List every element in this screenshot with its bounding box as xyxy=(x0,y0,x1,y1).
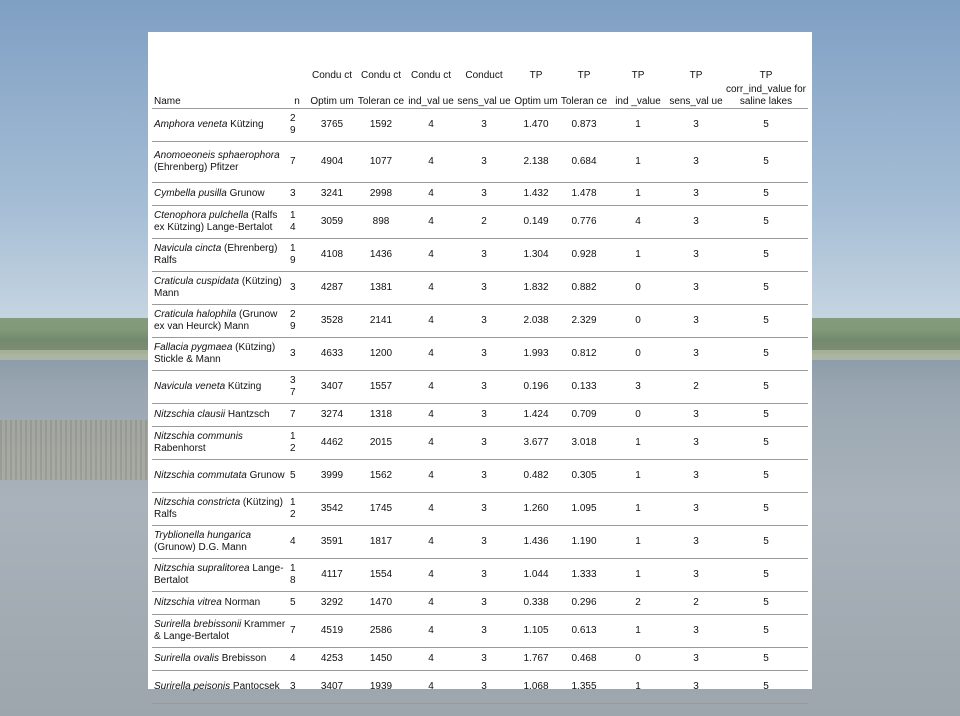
header-row-top xyxy=(152,54,808,82)
value-cell: 1554 xyxy=(356,559,406,592)
table-row xyxy=(152,648,808,671)
value-cell: 1.478 xyxy=(560,183,608,206)
value-cell: 4462 xyxy=(308,427,356,460)
value-cell: 4904 xyxy=(308,142,356,183)
value-cell: 4 xyxy=(406,109,456,142)
species-authority: Rabenhorst xyxy=(154,443,206,454)
taxon-name-cell xyxy=(152,460,286,493)
value-cell: 2586 xyxy=(356,615,406,648)
value-cell: 3 xyxy=(668,338,724,371)
species-name: Nitzschia communis xyxy=(154,431,243,442)
value-cell: 3 xyxy=(456,592,512,615)
count-cell: 5 xyxy=(286,592,308,615)
value-cell: 1.470 xyxy=(512,109,560,142)
value-cell: 3 xyxy=(456,648,512,671)
header-bottom-cell-5: sens_val ue xyxy=(456,82,512,109)
species-authority: Norman xyxy=(221,597,261,608)
species-name: Nitzschia clausii xyxy=(154,409,226,420)
species-name: Nitzschia supralitorea xyxy=(154,563,250,574)
value-cell: 3542 xyxy=(308,493,356,526)
value-cell: 1 xyxy=(608,109,668,142)
taxon-name-cell xyxy=(152,559,286,592)
count-cell: 3 xyxy=(286,338,308,371)
value-cell: 3 xyxy=(456,671,512,704)
species-authority: Hantzsch xyxy=(225,409,270,420)
value-cell: 4 xyxy=(406,559,456,592)
species-name: Surirella ovalis xyxy=(154,653,220,664)
species-authority: Grunow xyxy=(226,188,265,199)
value-cell: 0.482 xyxy=(512,460,560,493)
value-cell: 1.767 xyxy=(512,648,560,671)
header-bottom-cell-7: Toleran ce xyxy=(560,82,608,109)
value-cell: 0.684 xyxy=(560,142,608,183)
value-cell: 1077 xyxy=(356,142,406,183)
value-cell: 5 xyxy=(724,648,808,671)
value-cell: 3 xyxy=(668,109,724,142)
value-cell: 3 xyxy=(456,272,512,305)
header-bottom-cell-9: sens_val ue xyxy=(668,82,724,109)
header-bottom-cell-1: n xyxy=(286,82,308,109)
species-authority: (Kützing) Ralfs xyxy=(154,497,283,520)
value-cell: 3 xyxy=(668,648,724,671)
species-name: Tryblionella hungarica xyxy=(154,530,252,541)
value-cell: 4 xyxy=(406,615,456,648)
value-cell: 1.105 xyxy=(512,615,560,648)
value-cell: 5 xyxy=(724,671,808,704)
value-cell: 4117 xyxy=(308,559,356,592)
value-cell: 0.468 xyxy=(560,648,608,671)
value-cell: 0.709 xyxy=(560,404,608,427)
value-cell: 3 xyxy=(456,338,512,371)
value-cell: 3 xyxy=(456,615,512,648)
value-cell: 2.329 xyxy=(560,305,608,338)
value-cell: 3.018 xyxy=(560,427,608,460)
value-cell: 3999 xyxy=(308,460,356,493)
value-cell: 1562 xyxy=(356,460,406,493)
table-row xyxy=(152,526,808,559)
value-cell: 1200 xyxy=(356,338,406,371)
species-name: Fallacia pygmaea xyxy=(154,342,233,353)
value-cell: 3 xyxy=(456,460,512,493)
value-cell: 2.038 xyxy=(512,305,560,338)
value-cell: 0.296 xyxy=(560,592,608,615)
count-cell: 2 9 xyxy=(286,109,308,142)
value-cell: 3 xyxy=(456,493,512,526)
count-cell: 3 xyxy=(286,183,308,206)
value-cell: 1939 xyxy=(356,671,406,704)
value-cell: 3 xyxy=(668,183,724,206)
species-name: Craticula halophila xyxy=(154,309,237,320)
header-bottom-cell-0: Name xyxy=(152,82,286,109)
count-cell: 7 xyxy=(286,615,308,648)
value-cell: 3 xyxy=(668,404,724,427)
value-cell: 3 xyxy=(456,239,512,272)
count-cell: 5 xyxy=(286,460,308,493)
species-authority: (Grunow) D.G. Mann xyxy=(154,542,247,553)
value-cell: 5 xyxy=(724,460,808,493)
value-cell: 3 xyxy=(456,109,512,142)
value-cell: 0.776 xyxy=(560,206,608,239)
value-cell: 4 xyxy=(406,648,456,671)
value-cell: 5 xyxy=(724,109,808,142)
value-cell: 5 xyxy=(724,142,808,183)
count-cell: 3 7 xyxy=(286,371,308,404)
taxon-name-cell xyxy=(152,427,286,460)
species-name: Ctenophora pulchella xyxy=(154,210,249,221)
value-cell: 2141 xyxy=(356,305,406,338)
taxon-name-cell xyxy=(152,305,286,338)
taxon-name-cell xyxy=(152,371,286,404)
value-cell: 1318 xyxy=(356,404,406,427)
header-top-cell-2: Condu ct xyxy=(311,70,353,81)
value-cell: 4 xyxy=(406,142,456,183)
value-cell: 1.044 xyxy=(512,559,560,592)
taxon-name-cell xyxy=(152,648,286,671)
value-cell: 2 xyxy=(456,206,512,239)
value-cell: 1450 xyxy=(356,648,406,671)
table-body xyxy=(152,109,808,704)
value-cell: 0.812 xyxy=(560,338,608,371)
value-cell: 1 xyxy=(608,559,668,592)
value-cell: 1.304 xyxy=(512,239,560,272)
value-cell: 2 xyxy=(668,592,724,615)
table-row xyxy=(152,592,808,615)
species-authority: (Ralfs ex Kützing) Lange-Bertalot xyxy=(154,210,278,233)
value-cell: 1.095 xyxy=(560,493,608,526)
value-cell: 3 xyxy=(668,305,724,338)
table-row xyxy=(152,183,808,206)
header-top-cell-0 xyxy=(152,54,286,82)
value-cell: 3528 xyxy=(308,305,356,338)
species-authority: (Kützing) Stickle & Mann xyxy=(154,342,276,365)
value-cell: 5 xyxy=(724,404,808,427)
species-name: Anomoeoneis sphaerophora xyxy=(154,150,280,161)
value-cell: 1.832 xyxy=(512,272,560,305)
value-cell: 5 xyxy=(724,559,808,592)
value-cell: 5 xyxy=(724,427,808,460)
header-top-cell-8: TP xyxy=(631,70,645,81)
value-cell: 4 xyxy=(406,460,456,493)
table-row xyxy=(152,404,808,427)
value-cell: 1436 xyxy=(356,239,406,272)
species-authority: Kützing xyxy=(227,119,264,130)
value-cell: 0 xyxy=(608,305,668,338)
header-bottom-cell-10: corr_ind_value for saline lakes xyxy=(725,84,807,107)
header-top-cell-3: Condu ct xyxy=(360,70,402,81)
value-cell: 4 xyxy=(406,404,456,427)
value-cell: 0 xyxy=(608,648,668,671)
value-cell: 0.149 xyxy=(512,206,560,239)
value-cell: 1.436 xyxy=(512,526,560,559)
value-cell: 1592 xyxy=(356,109,406,142)
value-cell: 3407 xyxy=(308,371,356,404)
value-cell: 5 xyxy=(724,371,808,404)
value-cell: 0 xyxy=(608,404,668,427)
species-authority: (Ehrenberg) Pfitzer xyxy=(154,162,239,173)
count-cell: 1 2 xyxy=(286,427,308,460)
table-row xyxy=(152,142,808,183)
value-cell: 4 xyxy=(406,671,456,704)
value-cell: 4633 xyxy=(308,338,356,371)
count-cell: 3 xyxy=(286,671,308,704)
count-cell: 1 8 xyxy=(286,559,308,592)
value-cell: 3765 xyxy=(308,109,356,142)
table-row xyxy=(152,239,808,272)
value-cell: 1817 xyxy=(356,526,406,559)
header-top-cell-7: TP xyxy=(577,70,591,81)
header-top-cell-6: TP xyxy=(529,70,543,81)
table-row xyxy=(152,671,808,704)
value-cell: 898 xyxy=(356,206,406,239)
header-bottom-cell-3: Toleran ce xyxy=(356,82,406,109)
header-bottom-cell-4: ind_val ue xyxy=(406,82,456,109)
count-cell: 3 xyxy=(286,272,308,305)
value-cell: 4253 xyxy=(308,648,356,671)
value-cell: 5 xyxy=(724,338,808,371)
value-cell: 5 xyxy=(724,272,808,305)
species-authority: Pantocsek xyxy=(230,681,280,692)
table-row xyxy=(152,371,808,404)
count-cell: 2 9 xyxy=(286,305,308,338)
value-cell: 5 xyxy=(724,526,808,559)
species-name: Navicula veneta xyxy=(154,381,226,392)
taxon-name-cell xyxy=(152,493,286,526)
table-row xyxy=(152,109,808,142)
taxon-name-cell xyxy=(152,592,286,615)
count-cell: 7 xyxy=(286,404,308,427)
value-cell: 3 xyxy=(456,371,512,404)
species-authority: Lange-Bertalot xyxy=(154,563,284,586)
value-cell: 0 xyxy=(608,338,668,371)
value-cell: 4 xyxy=(608,206,668,239)
header-top-cell-10: TP xyxy=(759,70,773,81)
value-cell: 3 xyxy=(668,493,724,526)
value-cell: 4108 xyxy=(308,239,356,272)
value-cell: 0.882 xyxy=(560,272,608,305)
value-cell: 3.677 xyxy=(512,427,560,460)
value-cell: 4287 xyxy=(308,272,356,305)
value-cell: 1 xyxy=(608,142,668,183)
value-cell: 0.338 xyxy=(512,592,560,615)
value-cell: 4519 xyxy=(308,615,356,648)
value-cell: 2 xyxy=(608,592,668,615)
taxon-name-cell xyxy=(152,526,286,559)
value-cell: 3591 xyxy=(308,526,356,559)
value-cell: 3 xyxy=(668,427,724,460)
count-cell: 4 xyxy=(286,648,308,671)
value-cell: 3 xyxy=(668,460,724,493)
species-name: Nitzschia vitrea xyxy=(154,597,222,608)
value-cell: 4 xyxy=(406,427,456,460)
value-cell: 3 xyxy=(668,615,724,648)
value-cell: 0.873 xyxy=(560,109,608,142)
reeds xyxy=(0,420,150,480)
value-cell: 2.138 xyxy=(512,142,560,183)
value-cell: 1 xyxy=(608,239,668,272)
value-cell: 5 xyxy=(724,183,808,206)
value-cell: 0 xyxy=(608,272,668,305)
value-cell: 3407 xyxy=(308,671,356,704)
diatom-indicator-table xyxy=(152,54,808,704)
taxon-name-cell xyxy=(152,404,286,427)
value-cell: 1.333 xyxy=(560,559,608,592)
value-cell: 4 xyxy=(406,272,456,305)
value-cell: 4 xyxy=(406,305,456,338)
value-cell: 1470 xyxy=(356,592,406,615)
taxon-name-cell xyxy=(152,109,286,142)
species-authority: (Grunow ex van Heurck) Mann xyxy=(154,309,278,332)
value-cell: 3 xyxy=(668,559,724,592)
value-cell: 1.068 xyxy=(512,671,560,704)
table-row xyxy=(152,427,808,460)
value-cell: 0.613 xyxy=(560,615,608,648)
table-row xyxy=(152,305,808,338)
value-cell: 4 xyxy=(406,206,456,239)
table-row xyxy=(152,272,808,305)
taxon-name-cell xyxy=(152,338,286,371)
table-row xyxy=(152,493,808,526)
value-cell: 2998 xyxy=(356,183,406,206)
value-cell: 0.196 xyxy=(512,371,560,404)
value-cell: 5 xyxy=(724,305,808,338)
value-cell: 1 xyxy=(608,615,668,648)
header-row-bottom xyxy=(152,82,808,109)
taxon-name-cell xyxy=(152,142,286,183)
species-name: Surirella peisonis xyxy=(154,681,231,692)
value-cell: 3059 xyxy=(308,206,356,239)
species-authority: (Ehrenberg) Ralfs xyxy=(154,243,278,266)
value-cell: 3 xyxy=(456,142,512,183)
value-cell: 1 xyxy=(608,671,668,704)
value-cell: 4 xyxy=(406,526,456,559)
value-cell: 3 xyxy=(668,142,724,183)
taxon-name-cell xyxy=(152,239,286,272)
count-cell: 4 xyxy=(286,526,308,559)
value-cell: 1557 xyxy=(356,371,406,404)
table-row xyxy=(152,206,808,239)
table-sheet xyxy=(148,32,812,692)
value-cell: 1.424 xyxy=(512,404,560,427)
taxon-name-cell xyxy=(152,206,286,239)
value-cell: 5 xyxy=(724,615,808,648)
count-cell: 7 xyxy=(286,142,308,183)
value-cell: 4 xyxy=(406,183,456,206)
taxon-name-cell xyxy=(152,615,286,648)
table-row xyxy=(152,559,808,592)
header-bottom-cell-6: Optim um xyxy=(512,82,560,109)
species-name: Surirella brebissonii xyxy=(154,619,242,630)
value-cell: 1.432 xyxy=(512,183,560,206)
header-bottom-cell-2: Optim um xyxy=(308,82,356,109)
value-cell: 1 xyxy=(608,493,668,526)
species-authority: (Kützing) Mann xyxy=(154,276,282,299)
value-cell: 4 xyxy=(406,592,456,615)
species-name: Craticula cuspidata xyxy=(154,276,240,287)
value-cell: 1.355 xyxy=(560,671,608,704)
species-name: Amphora veneta xyxy=(154,119,228,130)
count-cell: 1 2 xyxy=(286,493,308,526)
value-cell: 1 xyxy=(608,526,668,559)
value-cell: 5 xyxy=(724,206,808,239)
count-cell: 1 4 xyxy=(286,206,308,239)
value-cell: 4 xyxy=(406,338,456,371)
header-top-cell-9: TP xyxy=(689,70,703,81)
value-cell: 1 xyxy=(608,460,668,493)
header-top-cell-1 xyxy=(286,54,308,82)
species-authority: Krammer & Lange-Bertalot xyxy=(154,619,286,642)
value-cell: 1 xyxy=(608,427,668,460)
taxon-name-cell xyxy=(152,183,286,206)
value-cell: 3 xyxy=(668,526,724,559)
value-cell: 1381 xyxy=(356,272,406,305)
header-top-cell-5: Conduct xyxy=(465,70,503,81)
value-cell: 3274 xyxy=(308,404,356,427)
value-cell: 3 xyxy=(456,526,512,559)
value-cell: 4 xyxy=(406,239,456,272)
value-cell: 3 xyxy=(456,404,512,427)
table-row xyxy=(152,460,808,493)
value-cell: 2 xyxy=(668,371,724,404)
value-cell: 5 xyxy=(724,239,808,272)
value-cell: 4 xyxy=(406,493,456,526)
value-cell: 0.305 xyxy=(560,460,608,493)
value-cell: 1.260 xyxy=(512,493,560,526)
value-cell: 3 xyxy=(668,272,724,305)
value-cell: 3 xyxy=(668,206,724,239)
taxon-name-cell xyxy=(152,671,286,704)
value-cell: 1745 xyxy=(356,493,406,526)
value-cell: 3 xyxy=(456,427,512,460)
value-cell: 1 xyxy=(608,183,668,206)
taxon-name-cell xyxy=(152,272,286,305)
header-bottom-cell-8: ind _value xyxy=(608,82,668,109)
species-name: Navicula cincta xyxy=(154,243,222,254)
value-cell: 3 xyxy=(668,239,724,272)
species-authority: Kützing xyxy=(225,381,262,392)
value-cell: 3241 xyxy=(308,183,356,206)
value-cell: 3 xyxy=(456,305,512,338)
value-cell: 3 xyxy=(456,183,512,206)
value-cell: 5 xyxy=(724,592,808,615)
species-name: Nitzschia commutata xyxy=(154,470,247,481)
species-name: Cymbella pusilla xyxy=(154,188,227,199)
species-name: Nitzschia constricta xyxy=(154,497,241,508)
value-cell: 3292 xyxy=(308,592,356,615)
value-cell: 3 xyxy=(608,371,668,404)
table-row xyxy=(152,338,808,371)
table-row xyxy=(152,615,808,648)
value-cell: 5 xyxy=(724,493,808,526)
value-cell: 4 xyxy=(406,371,456,404)
species-authority: Brebisson xyxy=(219,653,267,664)
value-cell: 1.993 xyxy=(512,338,560,371)
value-cell: 0.133 xyxy=(560,371,608,404)
value-cell: 1.190 xyxy=(560,526,608,559)
value-cell: 2015 xyxy=(356,427,406,460)
value-cell: 3 xyxy=(668,671,724,704)
value-cell: 0.928 xyxy=(560,239,608,272)
value-cell: 3 xyxy=(456,559,512,592)
header-top-cell-4: Condu ct xyxy=(410,70,452,81)
species-authority: Grunow xyxy=(246,470,285,481)
count-cell: 1 9 xyxy=(286,239,308,272)
